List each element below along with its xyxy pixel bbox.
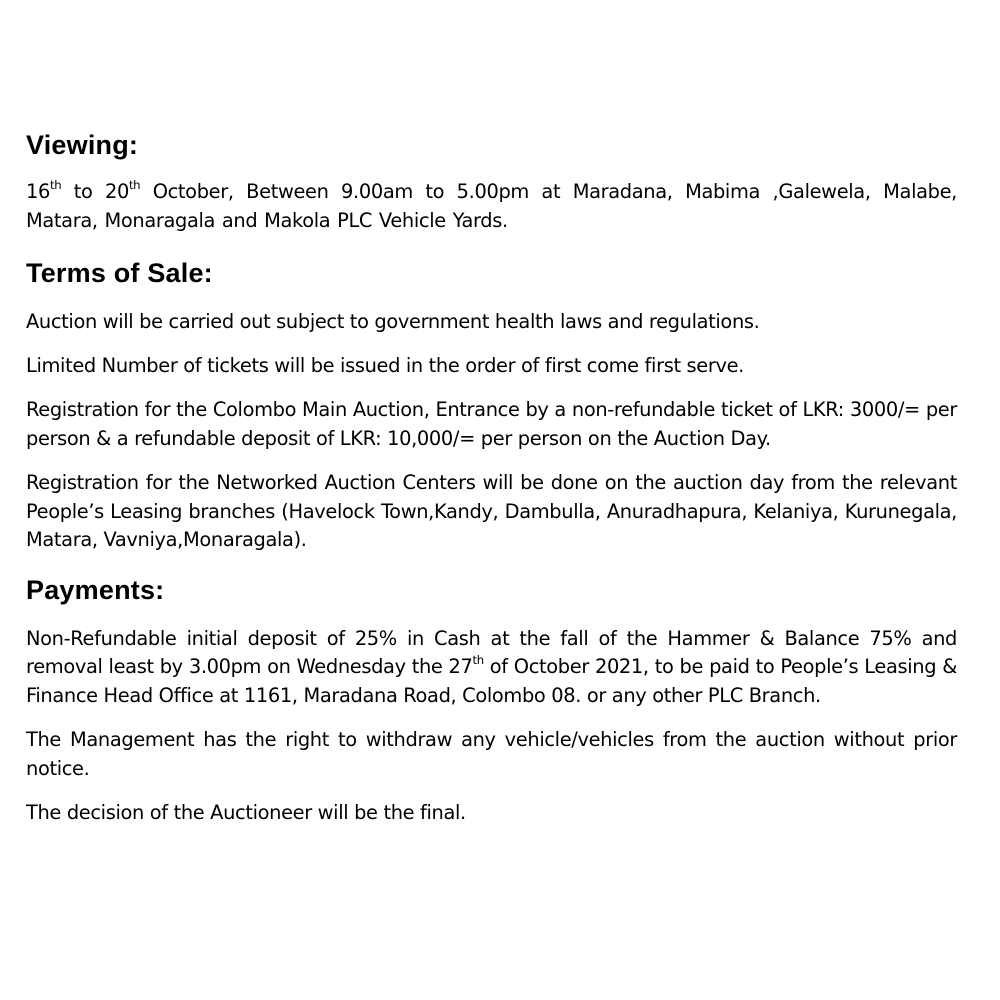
viewing-end-suffix: th [128, 178, 141, 193]
terms-item: Registration for the Networked Auction Centers will be done on the auction day from the relevant People’s Leasing branches (Havelock Town,Kandy, Dambulla, Anuradhapura, Kelaniya, Kurunegala, Matara, Vavniya,Monaragala). [26, 471, 957, 551]
payments-item: The Management has the right to withdraw any vehicle/vehicles from the auction without prior notice. [26, 728, 957, 780]
terms-heading: Terms of Sale: [26, 258, 213, 288]
payments-item1-suffix: th [472, 653, 484, 668]
viewing-heading: Viewing: [26, 130, 139, 160]
terms-item: Limited Number of tickets will be issued in the order of first come first serve. [26, 353, 744, 377]
terms-item: Auction will be carried out subject to government health laws and regulations. [26, 310, 760, 333]
viewing-text [26, 178, 957, 235]
viewing-start-suffix: th [49, 178, 62, 193]
payments-heading: Payments: [26, 574, 165, 605]
viewing-to-word: to [61, 180, 105, 203]
viewing-text-rest: October, Between 9.00am to 5.00pm at Maradana, Mabima ,Galewela, Malabe, Matara, Monaragala and Makola PLC Vehicle Yards. [26, 180, 957, 232]
payments-item1-after: of October 2021, to be paid to People’s Leasing & Finance Head Office at 1161, Maradana Road, Colombo 08. or any other PLC Branch. [26, 655, 958, 707]
terms-item: Registration for the Colombo Main Auction, Entrance by a non-refundable ticket of LKR: 3000/= per person & a refundable deposit of LKR: 10,000/= per person on the Auction Day. [26, 398, 957, 450]
viewing-start-day: 16 [26, 180, 50, 203]
payments-item1-before: Non-Refundable initial deposit of 25% in Cash at the fall of the Hammer & Balance 75% and removal least by 3.00pm on Wednesday the 27 [26, 626, 957, 678]
payments-item: The decision of the Auctioneer will be the final. [26, 801, 466, 824]
viewing-end-day: 20 [104, 180, 129, 203]
auction-notice [26, 128, 957, 828]
payments-item [26, 625, 957, 711]
